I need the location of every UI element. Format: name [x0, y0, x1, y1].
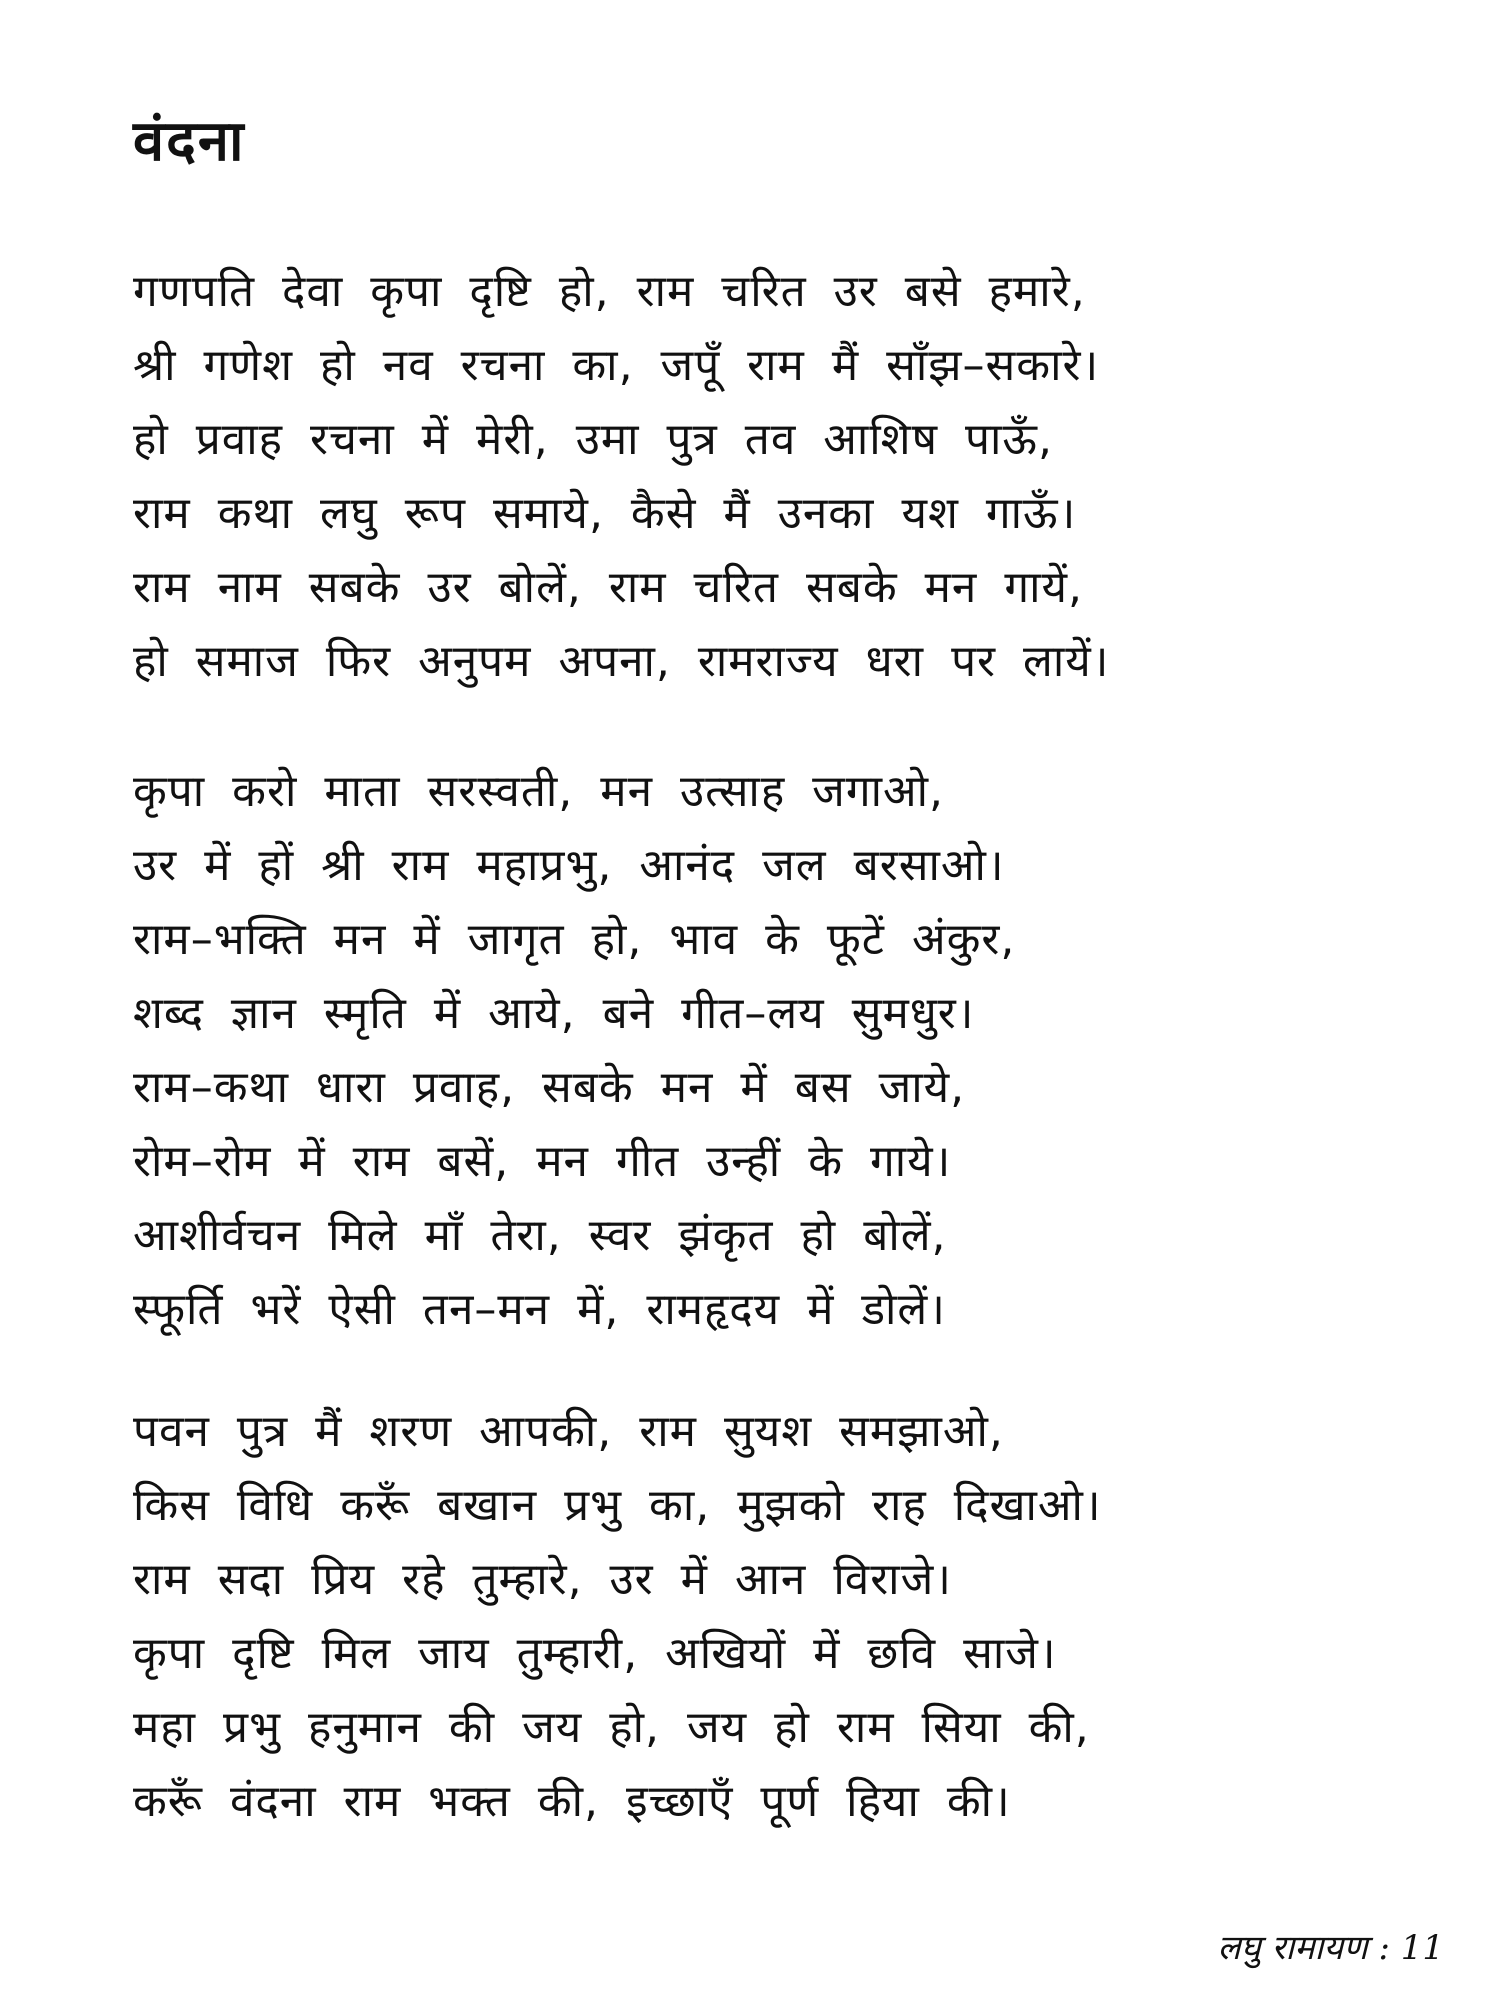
verse-line: शब्द ज्ञान स्मृति में आये, बने गीत–लय सुमधुर। — [133, 988, 975, 1039]
page-number: 11 — [1400, 1928, 1444, 1968]
verse-line: करूँ वंदना राम भक्त की, इच्छाएँ पूर्ण हिया की। — [133, 1776, 1011, 1827]
running-title: लघु रामायण — [1217, 1928, 1368, 1968]
verse-line: स्फूर्ति भरें ऐसी तन–मन में, रामहृदय में डोलें। — [133, 1284, 946, 1335]
page-title: वंदना — [133, 109, 246, 174]
verse-line: कृपा दृष्टि मिल जाय तुम्हारी, अखियों में छवि साजे। — [133, 1628, 1057, 1679]
verse-line: रोम–रोम में राम बसें, मन गीत उन्हीं के गाये। — [133, 1136, 952, 1187]
verse-line: पवन पुत्र मैं शरण आपकी, राम सुयश समझाओ, — [133, 1406, 1004, 1457]
verse-line: उर में हों श्री राम महाप्रभु, आनंद जल बरसाओ। — [133, 840, 1005, 891]
verse-line: हो प्रवाह रचना में मेरी, उमा पुत्र तव आशिष पाऊँ, — [133, 414, 1053, 465]
verse-line: श्री गणेश हो नव रचना का, जपूँ राम मैं साँझ–सकारे। — [133, 340, 1100, 391]
verse-line: गणपति देवा कृपा दृष्टि हो, राम चरित उर बसे हमारे, — [133, 266, 1086, 317]
stanza-3 — [133, 1395, 1393, 1839]
verse-line: राम नाम सबके उर बोलें, राम चरित सबके मन गायें, — [133, 562, 1083, 613]
verse-line: राम–कथा धारा प्रवाह, सबके मन में बस जाये, — [133, 1062, 966, 1113]
verse-line: महा प्रभु हनुमान की जय हो, जय हो राम सिया की, — [133, 1702, 1090, 1753]
verse-line: राम कथा लघु रूप समाये, कैसे मैं उनका यश गाऊँ। — [133, 488, 1077, 539]
verse-line: आशीर्वचन मिले माँ तेरा, स्वर झंकृत हो बोलें, — [133, 1210, 947, 1261]
verse-line: राम सदा प्रिय रहे तुम्हारे, उर में आन विराजे। — [133, 1554, 952, 1605]
page-footer — [1218, 1930, 1444, 1967]
footer-separator: : — [1378, 1928, 1390, 1968]
verse-line: हो समाज फिर अनुपम अपना, रामराज्य धरा पर लायें। — [133, 636, 1110, 687]
verse-line: राम–भक्ति मन में जागृत हो, भाव के फूटें अंकुर, — [133, 914, 1016, 965]
stanza-2 — [133, 755, 1393, 1347]
stanza-1 — [133, 255, 1393, 699]
verse-line: किस विधि करूँ बखान प्रभु का, मुझको राह दिखाओ। — [133, 1480, 1102, 1531]
verse-line: कृपा करो माता सरस्वती, मन उत्साह जगाओ, — [133, 766, 944, 817]
